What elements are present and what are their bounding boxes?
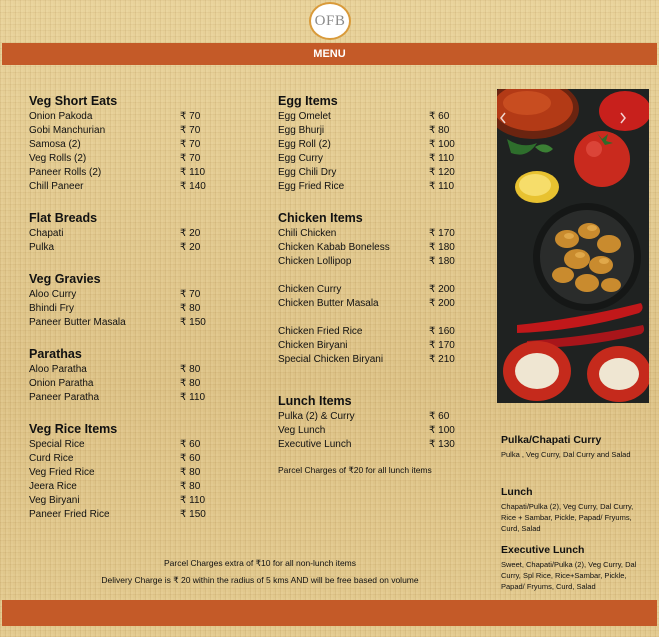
- item-price: ₹ 110: [429, 153, 455, 164]
- menu-item: [278, 424, 468, 438]
- menu-item: [278, 325, 468, 339]
- combo-description: Pulka , Veg Curry, Dal Curry and Salad: [501, 450, 631, 459]
- item-price: ₹ 80: [180, 303, 201, 314]
- menu-item: [278, 339, 468, 353]
- combo-description: Sweet, Chapati/Pulka (2), Veg Curry, Dal Curry, Spl Rice, Rice+Sambar, Pickle, Papad/ Fryums, Curd, Salad: [501, 560, 637, 591]
- item-price: ₹ 160: [429, 326, 455, 337]
- logo-text: OFB: [314, 12, 346, 29]
- section-title: Chicken Items: [278, 211, 363, 225]
- item-name: Egg Curry: [278, 153, 324, 164]
- menu-item: [278, 353, 468, 367]
- item-price: ₹ 110: [180, 495, 206, 506]
- menu-title: MENU: [313, 48, 346, 60]
- parcel-charges-note: Parcel Charges extra of ₹10 for all non-lunch items: [163, 558, 357, 568]
- section-title: Veg Rice Items: [29, 422, 118, 436]
- item-price: ₹ 70: [180, 139, 201, 150]
- item-name: Egg Roll (2): [278, 139, 331, 150]
- section-title: Flat Breads: [29, 211, 98, 225]
- item-name: Chapati: [29, 228, 64, 239]
- item-name: Samosa (2): [29, 139, 81, 150]
- item-name: Chicken Lollipop: [278, 256, 352, 267]
- item-name: Paneer Fried Rice: [29, 509, 110, 520]
- item-price: ₹ 60: [180, 453, 201, 464]
- logo: [309, 2, 351, 40]
- menu-item: [278, 410, 468, 424]
- section-veg-gravies: [29, 272, 229, 347]
- item-name: Veg Rolls (2): [29, 153, 87, 164]
- item-name: Onion Paratha: [29, 378, 94, 389]
- item-name: Veg Fried Rice: [29, 467, 95, 478]
- item-price: ₹ 80: [180, 378, 201, 389]
- section-veg-rice-items: [29, 422, 229, 522]
- section-title: Lunch Items: [278, 394, 352, 408]
- menu-item: [278, 255, 468, 269]
- item-price: ₹ 210: [429, 354, 455, 365]
- item-name: Chicken Kabab Boneless: [278, 242, 390, 253]
- menu-item: [29, 227, 229, 241]
- combo-pulka-chapati-curry: [501, 434, 649, 460]
- item-name: Egg Chili Dry: [278, 167, 337, 178]
- left-menu-column: [29, 94, 229, 522]
- item-price: ₹ 170: [429, 228, 455, 239]
- item-name: Pulka: [29, 242, 55, 253]
- item-name: Special Rice: [29, 439, 85, 450]
- food-photo: [497, 89, 649, 403]
- item-name: Executive Lunch: [278, 439, 352, 450]
- menu-item: [278, 283, 468, 297]
- menu-item: [29, 508, 229, 522]
- section-chicken-items: [278, 211, 468, 394]
- menu-item: [29, 124, 229, 138]
- section-title: Veg Short Eats: [29, 94, 118, 108]
- section-parathas: [29, 347, 229, 422]
- menu-header-bar: [2, 43, 657, 65]
- item-name: Curd Rice: [29, 453, 74, 464]
- item-price: ₹ 20: [180, 242, 201, 253]
- item-name: Paneer Paratha: [29, 392, 100, 403]
- menu-item: [29, 466, 229, 480]
- item-name: Veg Lunch: [278, 425, 326, 436]
- item-price: ₹ 80: [429, 125, 450, 136]
- menu-item: [29, 363, 229, 377]
- item-name: Aloo Paratha: [29, 364, 87, 375]
- combo-executive-lunch: [501, 544, 649, 592]
- item-name: Egg Bhurji: [278, 125, 325, 136]
- item-price: ₹ 110: [180, 167, 206, 178]
- menu-item: [29, 438, 229, 452]
- lunch-parcel-note: Parcel Charges of ₹20 for all lunch items: [278, 465, 432, 475]
- menu-item: [29, 452, 229, 466]
- menu-item: [278, 297, 468, 311]
- menu-item: [29, 302, 229, 316]
- section-egg-items: [278, 94, 468, 211]
- menu-item: [29, 138, 229, 152]
- item-name: Chicken Curry: [278, 284, 342, 295]
- item-name: Gobi Manchurian: [29, 125, 106, 136]
- section-title: Veg Gravies: [29, 272, 101, 286]
- section-veg-short-eats: [29, 94, 229, 211]
- item-price: ₹ 180: [429, 256, 455, 267]
- item-price: ₹ 130: [429, 439, 455, 450]
- item-name: Egg Omelet: [278, 111, 331, 122]
- combo-lunch: [501, 486, 649, 534]
- item-price: ₹ 110: [180, 392, 206, 403]
- item-name: Paneer Butter Masala: [29, 317, 126, 328]
- item-name: Special Chicken Biryani: [278, 354, 384, 365]
- footer-bar: [2, 600, 657, 626]
- item-name: Onion Pakoda: [29, 111, 93, 122]
- item-price: ₹ 60: [429, 411, 450, 422]
- item-price: ₹ 140: [180, 181, 206, 192]
- item-name: Jeera Rice: [29, 481, 77, 492]
- item-price: ₹ 170: [429, 340, 455, 351]
- menu-item: [278, 241, 468, 255]
- item-name: Aloo Curry: [29, 289, 77, 300]
- menu-item: [278, 138, 468, 152]
- combo-title: Pulka/Chapati Curry: [501, 434, 602, 446]
- combo-title: Executive Lunch: [501, 544, 585, 556]
- item-name: Veg Biryani: [29, 495, 80, 506]
- item-price: ₹ 200: [429, 284, 455, 295]
- menu-item: [29, 110, 229, 124]
- menu-item: [29, 166, 229, 180]
- item-name: Chicken Biryani: [278, 340, 348, 351]
- menu-item: [278, 438, 468, 452]
- item-name: Chill Paneer: [29, 181, 84, 192]
- item-name: Paneer Rolls (2): [29, 167, 102, 178]
- menu-item: [29, 377, 229, 391]
- item-price: ₹ 20: [180, 228, 201, 239]
- item-name: Egg Fried Rice: [278, 181, 345, 192]
- menu-item: [278, 124, 468, 138]
- menu-item: [278, 227, 468, 241]
- middle-menu-column: [278, 94, 468, 476]
- item-price: ₹ 100: [429, 425, 455, 436]
- item-name: Pulka (2) & Curry: [278, 411, 355, 422]
- item-price: ₹ 120: [429, 167, 455, 178]
- section-flat-breads: [29, 211, 229, 272]
- item-price: ₹ 150: [180, 317, 206, 328]
- menu-item: [278, 110, 468, 124]
- section-title: Egg Items: [278, 94, 338, 108]
- item-price: ₹ 100: [429, 139, 455, 150]
- menu-item: [29, 391, 229, 405]
- item-price: ₹ 150: [180, 509, 206, 520]
- menu-item: [278, 180, 468, 194]
- item-price: ₹ 70: [180, 125, 201, 136]
- menu-item: [29, 152, 229, 166]
- item-price: ₹ 80: [180, 364, 201, 375]
- item-price: ₹ 60: [180, 439, 201, 450]
- menu-item: [29, 316, 229, 330]
- item-name: Chicken Butter Masala: [278, 298, 379, 309]
- delivery-charges-note: Delivery Charge is ₹ 20 within the radius of 5 kms AND will be free based on volume: [101, 575, 419, 585]
- item-price: ₹ 80: [180, 481, 201, 492]
- menu-item: [278, 152, 468, 166]
- item-price: ₹ 70: [180, 289, 201, 300]
- item-price: ₹ 110: [429, 181, 455, 192]
- item-price: ₹ 60: [429, 111, 450, 122]
- menu-item: [29, 241, 229, 255]
- menu-item: [29, 288, 229, 302]
- item-price: ₹ 70: [180, 153, 201, 164]
- item-price: ₹ 80: [180, 467, 201, 478]
- menu-item: [29, 180, 229, 194]
- menu-item: [29, 494, 229, 508]
- food-photo-illustration: [497, 89, 649, 403]
- item-name: Bhindi Fry: [29, 303, 75, 314]
- menu-item: [29, 480, 229, 494]
- item-price: ₹ 180: [429, 242, 455, 253]
- menu-item: [278, 166, 468, 180]
- item-price: ₹ 70: [180, 111, 201, 122]
- item-price: ₹ 200: [429, 298, 455, 309]
- section-title: Parathas: [29, 347, 82, 361]
- combo-title: Lunch: [501, 486, 533, 498]
- combo-description: Chapati/Pulka (2), Veg Curry, Dal Curry, Rice + Sambar, Pickle, Papad/ Fryums, Curd, Salad: [501, 502, 634, 533]
- item-name: Chicken Fried Rice: [278, 326, 363, 337]
- item-name: Chili Chicken: [278, 228, 337, 239]
- section-lunch-items: [278, 394, 468, 476]
